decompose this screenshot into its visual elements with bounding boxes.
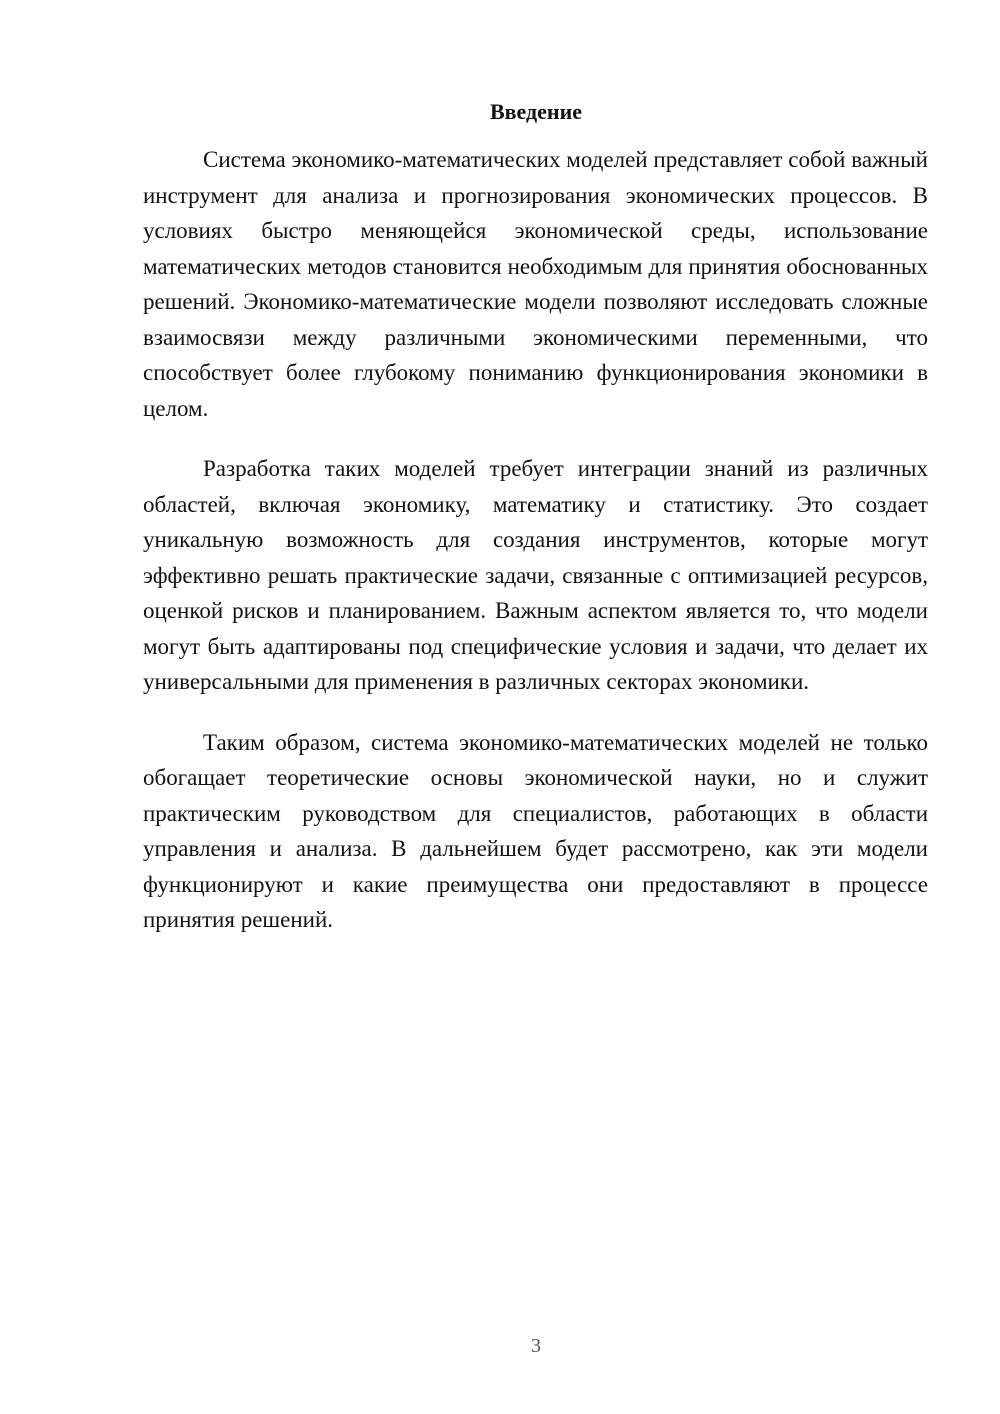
paragraph-3: Таким образом, система экономико-математических моделей не только обогащает теоретические основы экономической науки, но и служит практическим руководством для специалистов, работающих в области управления и анализа. В дальнейшем будет рассмотрено, как эти модели функционируют и какие преимущества они предоставляют в процессе принятия решений. (143, 729, 928, 932)
paragraph-1: Система экономико-математических моделей представляет собой важный инструмент для анализа и прогнозирования экономических процессов. В условиях быстро меняющейся экономической среды, использование математических методов становится необходимым для принятия обоснованных решений. Экономико-математические модели позволяют исследовать сложные взаимосвязи между различными экономическими переменными, что способствует более глубокому пониманию функционирования экономики в целом. (143, 147, 928, 421)
document-body (143, 142, 928, 963)
section-title: Введение (489, 99, 583, 124)
paragraph-2: Разработка таких моделей требует интеграции знаний из различных областей, включая экономику, математику и статистику. Это создает уникальную возможность для создания инструментов, которые могут эффективно решать практические задачи, связанные с оптимизацией ресурсов, оценкой рисков и планированием. Важным аспектом является то, что модели могут быть адаптированы под специфические условия и задачи, что делает их универсальными для применения в различных секторах экономики. (143, 456, 928, 694)
page-number: 3 (531, 1335, 541, 1357)
